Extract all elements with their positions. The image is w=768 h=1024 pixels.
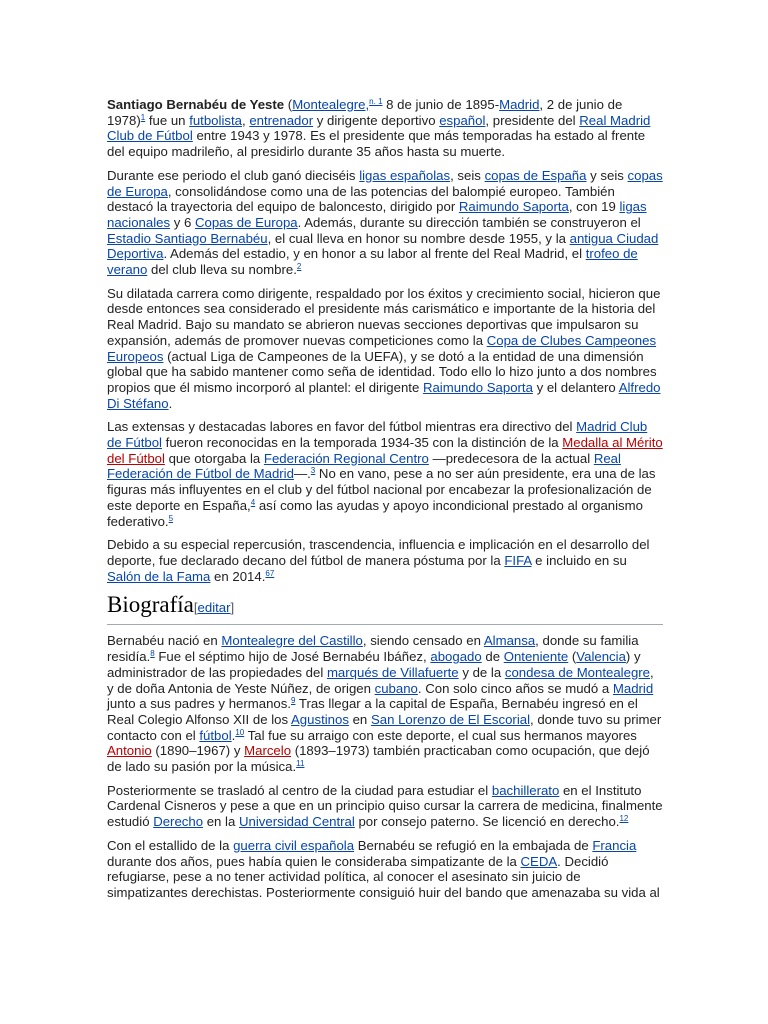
text: Tal fue su arraigo con este deporte, el cual sus hermanos mayores	[244, 727, 637, 743]
text: Bernabéu nació en	[107, 633, 222, 649]
section-heading-biografia	[107, 592, 663, 625]
text: y seis	[586, 167, 628, 183]
link-universidad-central[interactable]: Universidad Central	[239, 814, 355, 830]
ref-link[interactable]: 10	[235, 727, 245, 737]
link-medalla-merito[interactable]: Medalla al Mérito del Fútbol	[107, 435, 663, 466]
text: (1893–1973) también practicaban como ocupación, que dejó de lado su pasión por la música.	[107, 743, 650, 775]
text: . Con solo cinco años se mudó a	[417, 680, 613, 696]
text: , 2 de junio de 1978)	[107, 97, 623, 128]
text: por consejo paterno. Se licenció en derecho.	[354, 814, 620, 830]
text: ) y administrador de las propiedades del	[107, 649, 641, 680]
text: , el cual lleva en honor su nombre desde 1955, y la	[267, 230, 570, 246]
text: (	[284, 97, 293, 112]
text: , donde tuvo su primer contacto con el	[107, 711, 662, 743]
text: .	[168, 395, 173, 411]
text: Posteriormente se trasladó al centro de la ciudad para estudiar el	[107, 782, 492, 798]
text: y dirigente deportivo	[313, 112, 440, 128]
ref-link[interactable]: 11	[296, 759, 305, 769]
article-subject-name: Santiago Bernabéu de Yeste	[107, 97, 285, 112]
bracket: ]	[230, 600, 235, 616]
ref[interactable]	[169, 514, 173, 523]
heading-title: Biografía	[107, 592, 194, 618]
link-ceda[interactable]: CEDA	[520, 853, 558, 869]
link-ligas-nacionales[interactable]: ligas nacionales	[107, 199, 647, 230]
link-ligas-espanolas[interactable]: ligas españolas	[359, 167, 451, 183]
link-madrid-club-futbol[interactable]: Madrid Club de Fútbol	[107, 419, 648, 451]
ref-link[interactable]: 12	[619, 814, 629, 824]
text: Con el estallido de la	[107, 837, 234, 853]
bracket: [	[193, 600, 198, 616]
text: fue un	[145, 112, 190, 128]
text: . Además, durante su dirección también se construyeron el	[297, 214, 641, 230]
link-ciudad-deportiva[interactable]: antigua Ciudad Deportiva	[107, 230, 659, 262]
text: .	[231, 727, 236, 743]
link-futbol[interactable]: fútbol	[199, 727, 232, 743]
paragraph-studies	[107, 783, 663, 830]
text: , consolidándose como una de las potencias del balompié europeo. También destacó la trayectoria del equipo de baloncesto, dirigido por	[107, 183, 615, 215]
link-espanol[interactable]: español	[439, 112, 486, 128]
link-raimundo-saporta[interactable]: Raimundo Saporta	[422, 379, 533, 395]
text: Bernabéu se refugió en la embajada de	[354, 837, 593, 853]
link-almansa[interactable]: Almansa	[483, 633, 536, 649]
text: (1890–1967) y	[151, 743, 245, 759]
edit-link[interactable]: editar	[197, 600, 231, 616]
text: (actual Liga de Campeones de la UEFA), y se dotó a la entidad de una dimensión global que ha sabido mantener como seña de identidad. Todo ello lo hizo junto a dos nombres propios que él mismo incorporó al plantel: el dirigente	[107, 348, 657, 395]
text: Las extensas y destacadas labores en favor del fútbol mientras era directivo del	[107, 419, 577, 435]
text: , donde su familia residía.	[107, 633, 639, 665]
text: —.	[293, 466, 311, 482]
link-abogado[interactable]: abogado	[430, 649, 482, 665]
link-guerra-civil[interactable]: guerra civil española	[233, 837, 355, 853]
ref-link[interactable]: 67	[265, 568, 275, 578]
text: (	[568, 649, 577, 665]
link-derecho[interactable]: Derecho	[153, 814, 204, 830]
paragraph-civil-war	[107, 838, 663, 901]
text: fueron reconocidas en la temporada 1934-35 con la distinción de la	[162, 435, 563, 451]
text: durante dos años, pues había quien le consideraba simpatizante de la	[107, 853, 521, 869]
link-copas-espana[interactable]: copas de España	[484, 167, 587, 183]
text: , con 19	[568, 199, 620, 215]
ref-link[interactable]: 3	[310, 466, 316, 476]
link-madrid[interactable]: Madrid	[612, 680, 654, 696]
text: —predecesora de la actual	[428, 450, 594, 466]
link-salon-fama[interactable]: Salón de la Fama	[107, 568, 211, 584]
text: Fue el séptimo hijo de José Bernabéu Ibáñez,	[154, 649, 431, 665]
paragraph-fifa	[107, 537, 663, 584]
text: y 6	[170, 214, 195, 230]
note-ref[interactable]	[369, 97, 382, 106]
link-fifa[interactable]: FIFA	[504, 552, 532, 568]
link-francia[interactable]: Francia	[592, 837, 637, 853]
link-copas-de-europa[interactable]: Copas de Europa	[194, 214, 298, 230]
note-link[interactable]: n. 1	[369, 97, 383, 106]
paragraph-achievements	[107, 168, 663, 278]
text: , presidente del	[485, 112, 580, 128]
text: junto a sus padres y hermanos.	[107, 696, 291, 712]
link-agustinos[interactable]: Agustinos	[291, 711, 349, 727]
link-cubano[interactable]: cubano	[374, 680, 418, 696]
paragraph-intro	[107, 97, 663, 160]
paragraph-birth	[107, 633, 663, 774]
link-estadio-bernabeu[interactable]: Estadio Santiago Bernabéu	[107, 230, 268, 246]
text: Debido a su especial repercusión, trascendencia, influencia e implicación en el desarrollo del deporte, fue declarado decano del fútbol de manera póstuma por la	[107, 537, 650, 568]
paragraph-awards	[107, 419, 663, 529]
text: . Decidió refugiarse, pese a no tener actividad política, al conocer el asesinato sin juicio de simpatizantes derechistas. Posteriormente consiguió huir del bando que amenazaba su vida al	[107, 853, 660, 900]
link-marcelo[interactable]: Marcelo	[244, 743, 292, 759]
link-real-madrid-cf[interactable]: Real Madrid Club de Fútbol	[107, 112, 651, 144]
ref-link[interactable]: 4	[250, 497, 256, 507]
link-federacion-regional-centro[interactable]: Federación Regional Centro	[263, 450, 429, 466]
ref[interactable]	[265, 569, 274, 578]
text: en la	[203, 814, 239, 830]
ref[interactable]	[297, 262, 301, 271]
link-antonio[interactable]: Antonio	[107, 743, 152, 759]
text: y el delantero	[532, 379, 619, 395]
text: , y de doña Antonia de Yeste Núñez, de origen	[107, 664, 654, 696]
link-raimundo-saporta[interactable]: Raimundo Saporta	[458, 199, 569, 215]
text: que otorgaba la	[164, 450, 264, 466]
link-copas-europa[interactable]: copas de Europa	[107, 167, 663, 199]
paragraph-legacy	[107, 286, 663, 412]
ref-link[interactable]: 9	[291, 696, 296, 706]
ref[interactable]	[619, 814, 628, 823]
link-condesa-montealegre[interactable]: condesa de Montealegre	[504, 664, 651, 680]
text: y de la	[458, 664, 505, 680]
text: , siendo censado en	[362, 633, 484, 649]
link-futbolista[interactable]: futbolista	[189, 112, 242, 128]
text: en	[348, 711, 371, 727]
ref-link[interactable]: 5	[168, 513, 174, 523]
text: del club lleva su nombre.	[147, 262, 297, 278]
text: . Además del estadio, y en honor a su labor al frente del Real Madrid, el	[163, 246, 586, 262]
link-montealegre[interactable]: Montealegre,	[292, 97, 370, 112]
link-di-stefano[interactable]: Alfredo Di Stéfano	[107, 379, 661, 411]
link-bachillerato[interactable]: bachillerato	[491, 782, 560, 798]
article-body	[107, 97, 663, 909]
text: 8 de junio de 1895-	[382, 97, 500, 112]
ref[interactable]	[235, 728, 244, 737]
link-entrenador[interactable]: entrenador	[249, 112, 314, 128]
link-trofeo-verano[interactable]: trofeo de verano	[107, 246, 638, 278]
edit-section	[194, 600, 234, 615]
text: ,	[241, 112, 250, 128]
text: Durante ese periodo el club ganó dieciséis	[107, 167, 360, 183]
ref-link[interactable]: 2	[296, 262, 302, 272]
ref-link[interactable]: 1	[140, 112, 146, 122]
link-copa-clubes-campeones[interactable]: Copa de Clubes Campeones Europeos	[107, 332, 657, 364]
link-onteniente[interactable]: Onteniente	[503, 649, 569, 665]
text: No en vano, pese a no ser aún presidente, era una de las figuras más influyentes en el club y del fútbol nacional por encabezar la profesionalización de este deporte en España,	[107, 466, 656, 513]
text: Tras llegar a la capital de España, Bernabéu ingresó en el Real Colegio Alfonso XII de los	[107, 696, 638, 727]
link-marques-villafuerte[interactable]: marqués de Villafuerte	[326, 664, 459, 680]
text: Su dilatada carrera como dirigente, respaldado por los éxitos y crecimiento social, hicieron que desde entonces sea considerado el presidente más carismático e importante de la historia del Real Madrid. Bajo su mandato se abrieron nuevas secciones deportivas que impulsaron su expansión, además de promover nuevas competiciones como la	[107, 285, 661, 348]
text: así como las ayudas y apoyo incondicional prestado al organismo federativo.	[107, 497, 643, 529]
text: en 2014.	[210, 568, 266, 584]
link-madrid[interactable]: Madrid	[499, 97, 540, 112]
link-valencia[interactable]: Valencia	[576, 649, 626, 665]
text: de	[481, 649, 504, 665]
text: en el Instituto Cardenal Cisneros y pese a que en un principio quiso cursar la carrera de medicina, finalmente estudió	[107, 782, 663, 830]
link-real-federacion-madrid[interactable]: Real Federación de Fútbol de Madrid	[107, 450, 621, 482]
link-montealegre-castillo[interactable]: Montealegre del Castillo	[221, 633, 363, 649]
text: , seis	[450, 167, 485, 183]
ref-link[interactable]: 8	[150, 649, 155, 659]
text: entre 1943 y 1978. Es el presidente que más temporadas ha estado al frente del equipo madrileño, al presidirlo durante 35 años hasta su muerte.	[107, 128, 646, 160]
link-san-lorenzo-escorial[interactable]: San Lorenzo de El Escorial	[370, 711, 531, 727]
text: e incluido en su	[531, 552, 627, 568]
ref[interactable]	[296, 759, 304, 768]
